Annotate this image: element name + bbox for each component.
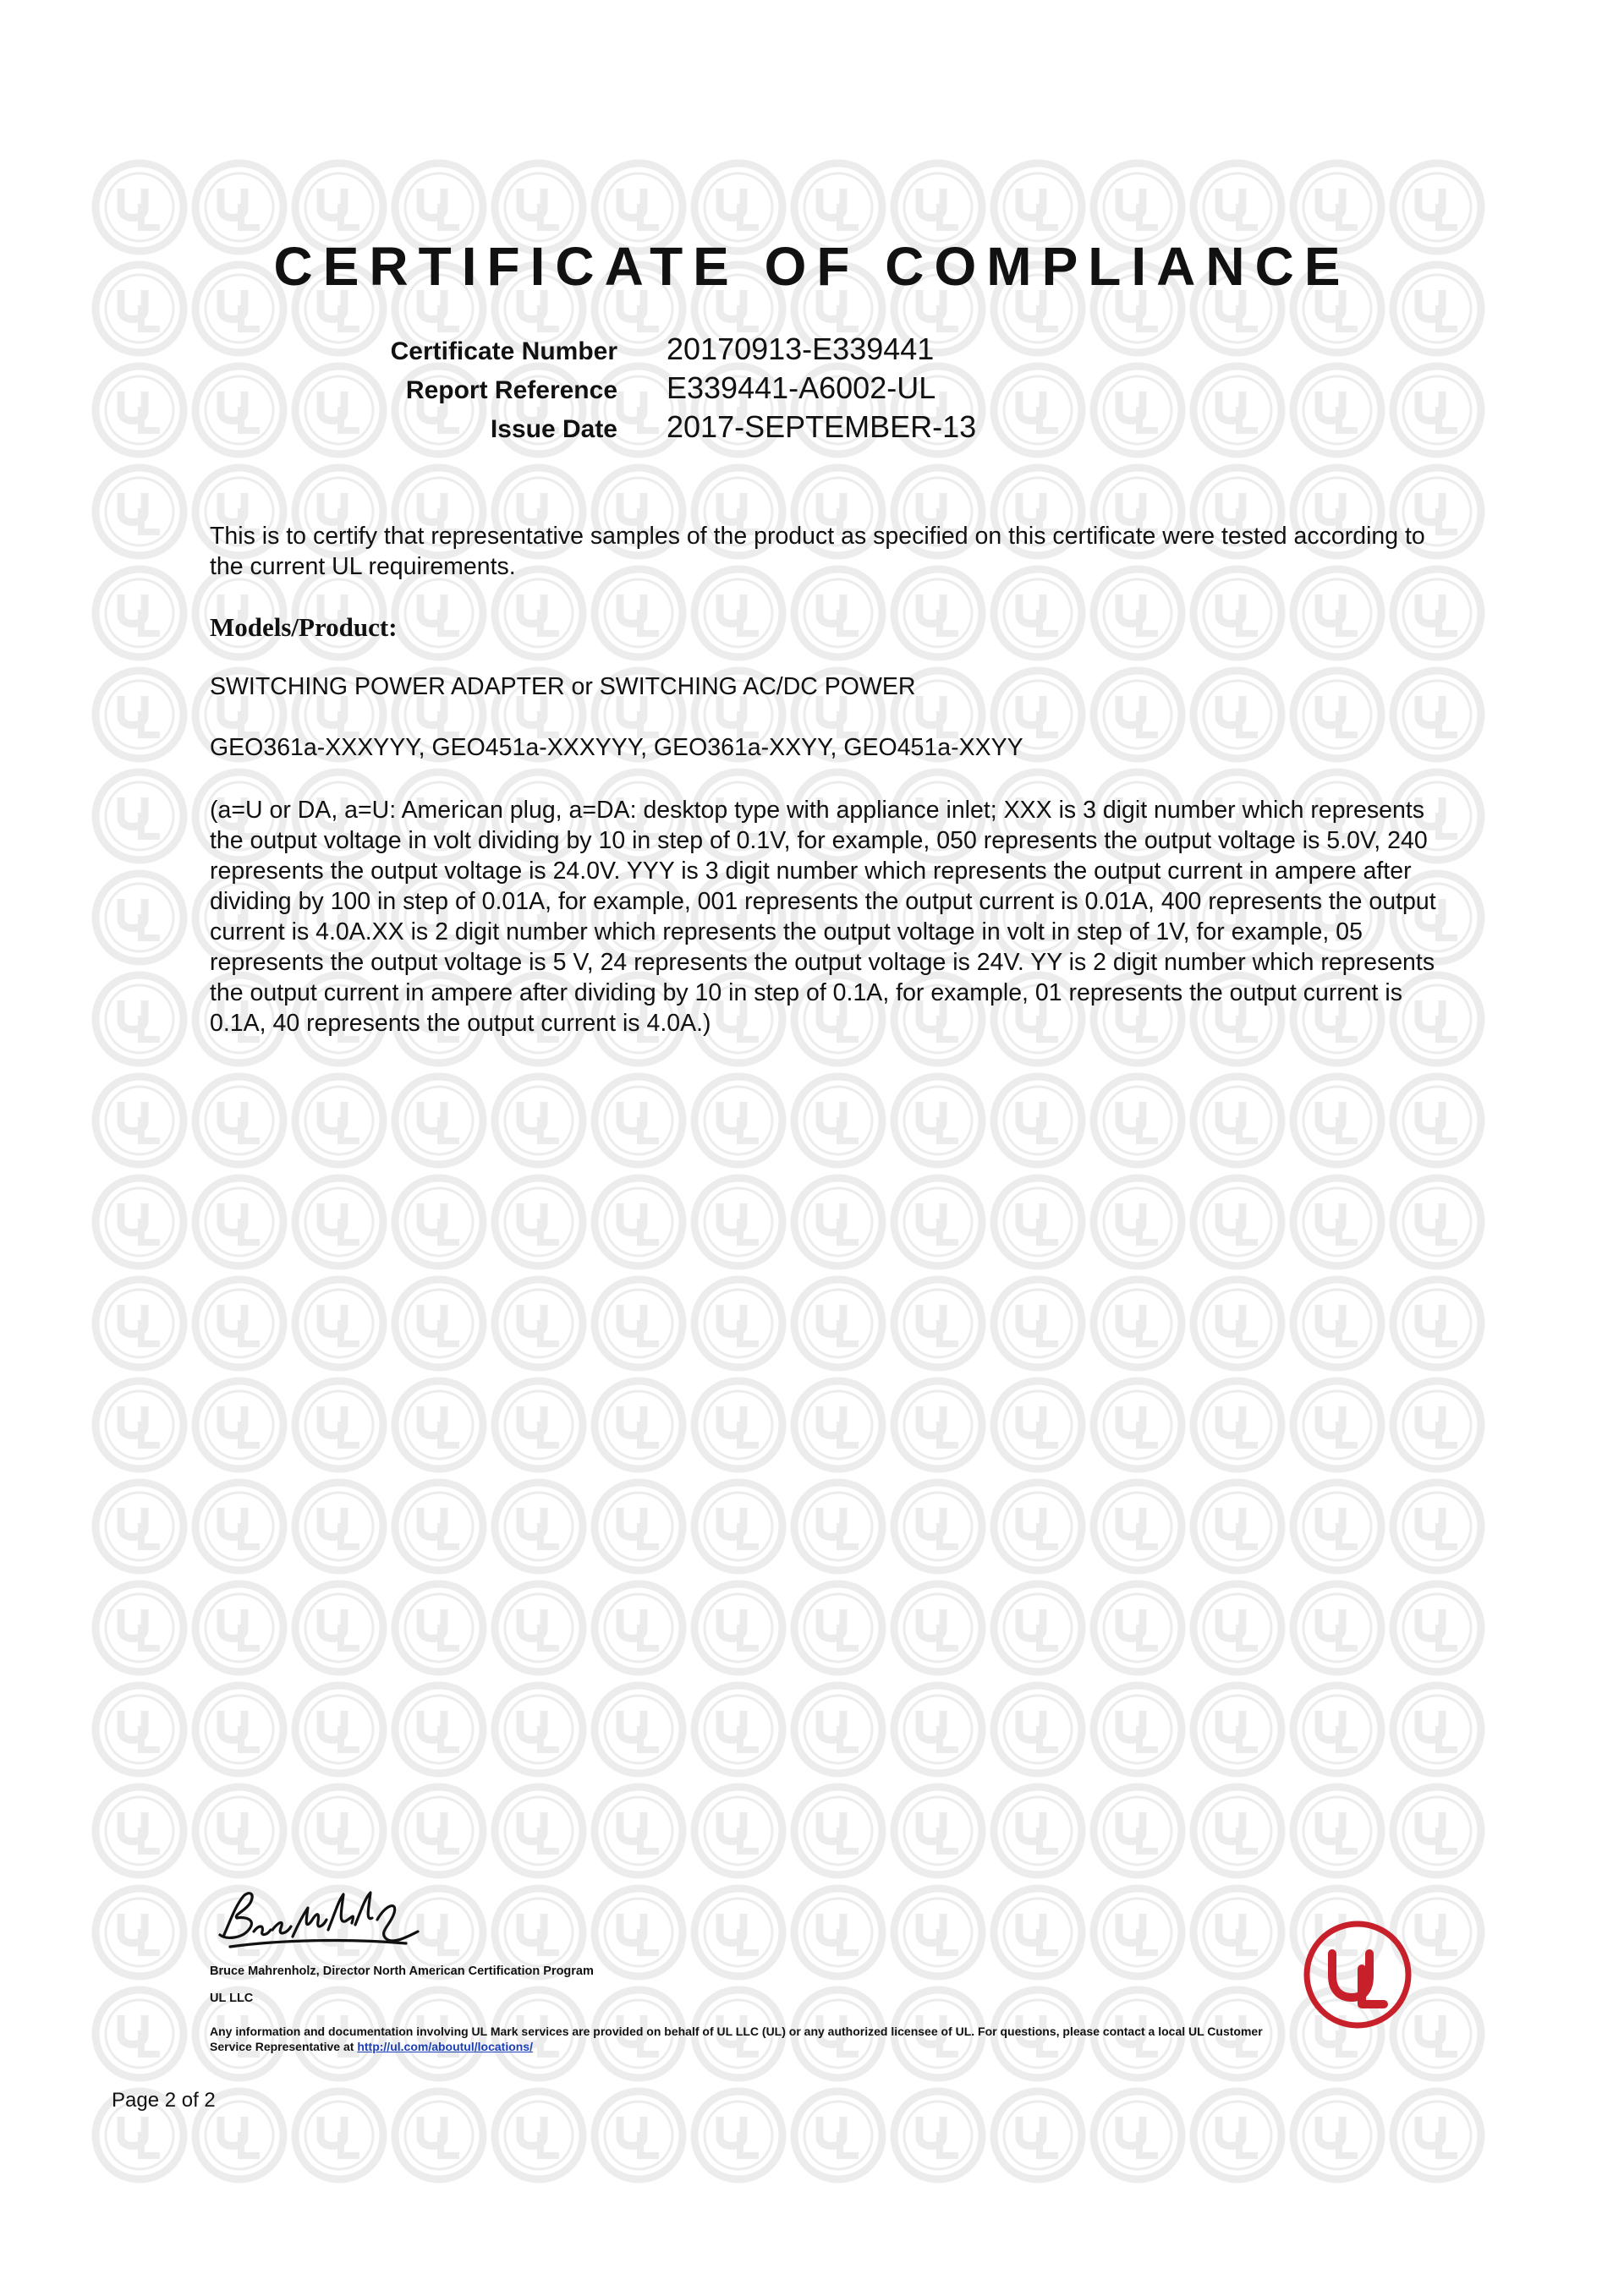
certification-statement: This is to certify that representative samples of the product as specified on this certificate were tested according to the current UL requirements.: [210, 523, 1425, 580]
product-name: SWITCHING POWER ADAPTER or SWITCHING AC/DC POWER: [210, 673, 916, 700]
signer-name: Bruce Mahrenholz, Director North American Certification Program: [210, 1964, 594, 1978]
signature-icon: [211, 1888, 431, 1954]
ul-logo-icon: [1303, 1920, 1413, 2030]
certificate-title: CERTIFICATE OF COMPLIANCE: [273, 236, 1351, 297]
report-reference-row: [321, 370, 976, 409]
report-reference-label: Report Reference: [405, 376, 617, 404]
issue-date-label: Issue Date: [490, 415, 617, 443]
issue-date-value: 2017-SEPTEMBER-13: [667, 409, 977, 444]
certificate-number-label: Certificate Number: [390, 337, 617, 365]
certificate-details: [321, 332, 976, 448]
models-product-heading: Models/Product:: [210, 612, 398, 642]
disclaimer: [210, 2024, 1292, 2054]
company-name: UL LLC: [210, 1992, 254, 2005]
disclaimer-text: Any information and documentation involving UL Mark services are provided on behalf of UL LLC (UL) or any authorized licensee of UL. For questions, please contact a local UL Customer Service Representative at: [210, 2025, 1263, 2053]
model-list: GEO361a-XXXYYY, GEO451a-XXXYYY, GEO361a-XXYY, GEO451a-XXYY: [210, 734, 1023, 761]
issue-date-row: [321, 409, 976, 448]
page-number: Page 2 of 2: [112, 2089, 216, 2112]
certificate-number-value: 20170913-E339441: [667, 332, 935, 366]
locations-link[interactable]: http://ul.com/aboutul/locations/: [357, 2040, 533, 2053]
certificate-number-row: [321, 332, 976, 370]
model-description: (a=U or DA, a=U: American plug, a=DA: desktop type with appliance inlet; XXX is 3 digit number which represents the output voltage in volt dividing by 10 in step of 0.1V, for example, 050 represents the output voltage is 5.0V, 240 represents the output voltage is 24.0V. YYY is 3 digit number which represents the output current in ampere after dividing by 100 in step of 0.01A, for example, 001 represents the output current is 0.01A, 400 represents the output current is 4.0A.XX is 2 digit number which represents the output voltage in volt in step of 1V, for example, 05 represents the output voltage is 5 V, 24 represents the output voltage is 24V. YY is 2 digit number which represents the output current in ampere after dividing by 10 in step of 0.1A, for example, 01 represents the output current is 0.1A, 40 represents the output current is 4.0A.): [210, 797, 1436, 1037]
report-reference-value: E339441-A6002-UL: [667, 370, 936, 405]
